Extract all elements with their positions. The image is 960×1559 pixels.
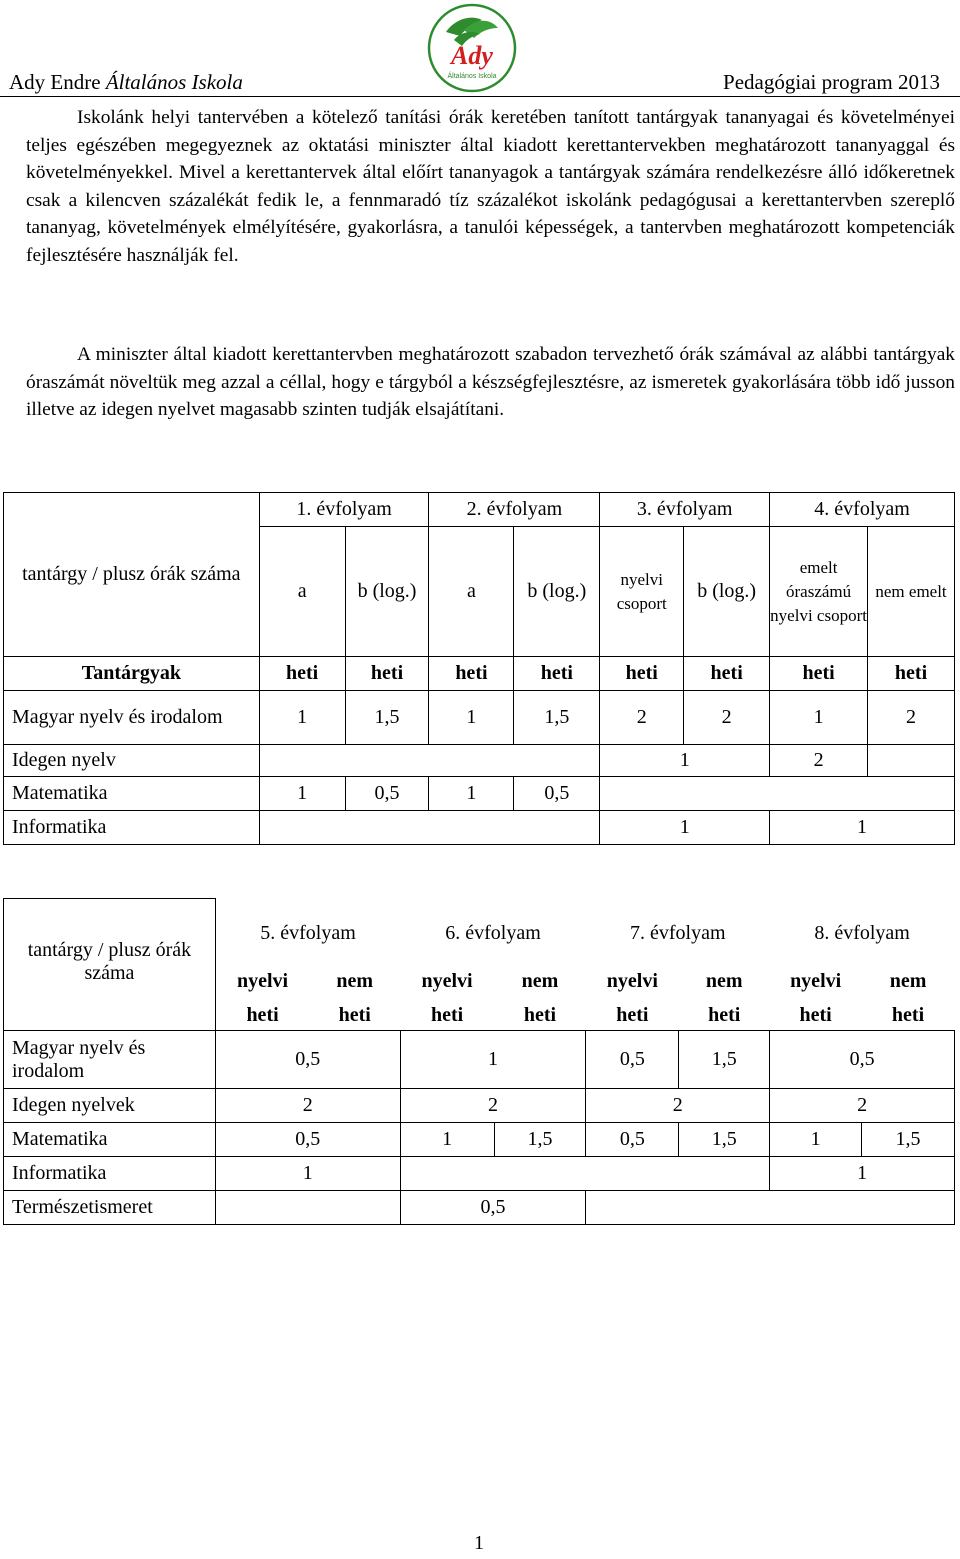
value-cell: 1,5 <box>679 1031 770 1089</box>
value-cell <box>259 745 600 777</box>
table-row <box>4 1157 955 1191</box>
heti-cell: heti <box>770 657 868 691</box>
value-cell: 1 <box>770 1123 862 1157</box>
value-cell <box>868 745 955 777</box>
program-title: Pedagógiai program 2013 <box>723 70 940 94</box>
value-cell: 2 <box>215 1089 400 1123</box>
heti-cell: heti <box>429 657 514 691</box>
heti-cell: heti <box>616 1003 649 1026</box>
paragraph-2: A miniszter által kiadott kerettantervben meghatározott szabadon tervezhető órák számával az alábbi tantárgyak óraszámát növeltük meg azzal a céllal, hogy e tárgyból a készségfejlesztésre, az ismeretek gyakorlására több idő jusson illetve az idegen nyelvet magasabb szinten tudják elsajátítani. <box>26 344 955 420</box>
type-cell: nyelvi <box>236 970 289 992</box>
value-cell: 1 <box>259 691 345 745</box>
grade-header: 7. évfolyam <box>630 922 726 944</box>
value-cell: 1,5 <box>862 1123 955 1157</box>
table1-corner: tantárgy / plusz órák száma <box>4 493 260 657</box>
paragraph-1: Iskolánk helyi tantervében a kötelező tanítási órák keretében tanított tantárgyak tananyagai és követelményei teljes egészében megegyeznek az oktatási miniszter által kiadott kerettantervekben meghatározott tananyaggal és követelményekkel. Mivel a kerettantervek által előírt tananyagok a tantárgyak számára rendelkezésre álló időkeretnek csak a kilencven százalékát fedik le, a fennmaradó tíz százalékot iskolánk pedagógusai a kerettantervben szereplő tananyag, követelmények elmélyítésére, gyakorlásra, a tanulói képességek, a tantervben meghatározott kompetenciák fejlesztésére használják fel. <box>26 107 955 266</box>
value-cell: 0,5 <box>400 1191 586 1225</box>
value-cell: 1 <box>429 777 514 811</box>
heti-cell: heti <box>338 1003 371 1026</box>
value-cell <box>259 811 600 845</box>
table-row <box>4 811 955 845</box>
value-cell: 1,5 <box>345 691 429 745</box>
type-cell: nem <box>336 970 374 992</box>
grade-header: 6. évfolyam <box>445 922 541 944</box>
value-cell: 1,5 <box>494 1123 586 1157</box>
table-row <box>4 1089 955 1123</box>
value-cell: 2 <box>868 691 955 745</box>
grade-header: 2. évfolyam <box>429 493 600 527</box>
value-cell: 1 <box>770 691 868 745</box>
table-row <box>4 745 955 777</box>
grade-header: 8. évfolyam <box>814 922 910 944</box>
page-header <box>0 0 960 96</box>
value-cell: 1 <box>259 777 345 811</box>
value-cell: 2 <box>600 691 684 745</box>
heti-cell: heti <box>868 657 955 691</box>
subheader: emelt óraszámú nyelvi csoport <box>770 527 868 657</box>
grade-header: 4. évfolyam <box>770 493 955 527</box>
subject-cell: Idegen nyelvek <box>4 1089 216 1123</box>
heti-cell: heti <box>708 1003 741 1026</box>
value-cell: 1,5 <box>679 1123 770 1157</box>
subject-cell: Magyar nyelv és irodalom <box>4 1031 216 1089</box>
heti-cell: heti <box>514 657 600 691</box>
heti-cell: heti <box>523 1003 557 1026</box>
subject-cell: Informatika <box>4 1157 216 1191</box>
table-row <box>4 777 955 811</box>
value-cell: 0,5 <box>586 1031 679 1089</box>
row-header-tantargyak: Tantárgyak <box>4 657 260 691</box>
table-row <box>4 1123 955 1157</box>
grade-header: 5. évfolyam <box>260 922 356 944</box>
value-cell: 1 <box>600 745 770 777</box>
table-grades-5-8 <box>3 898 955 1225</box>
heti-cell: heti <box>891 1003 925 1026</box>
value-cell: 2 <box>684 691 770 745</box>
table-grades-1-4 <box>3 492 955 845</box>
heti-cell: heti <box>345 657 429 691</box>
value-cell: 1 <box>215 1157 400 1191</box>
subheader: b (log.) <box>684 527 770 657</box>
school-logo <box>424 2 520 94</box>
value-cell <box>600 777 955 811</box>
grade-header: 3. évfolyam <box>600 493 770 527</box>
value-cell: 1 <box>770 811 955 845</box>
value-cell <box>215 1191 400 1225</box>
heti-cell: heti <box>600 657 684 691</box>
subject-cell: Természetismeret <box>4 1191 216 1225</box>
subheader: a <box>429 527 514 657</box>
heti-cell: heti <box>430 1003 464 1026</box>
school-name: Ady Endre Általános Iskola <box>9 70 243 94</box>
value-cell: 2 <box>400 1089 586 1123</box>
value-cell: 1 <box>600 811 770 845</box>
value-cell: 0,5 <box>345 777 429 811</box>
type-cell: nyelvi <box>790 970 842 992</box>
value-cell: 0,5 <box>770 1031 955 1089</box>
value-cell: 0,5 <box>514 777 600 811</box>
value-cell: 1,5 <box>514 691 600 745</box>
logo-text: Ady <box>451 41 493 70</box>
value-cell: 1 <box>429 691 514 745</box>
type-cell: nem <box>705 970 743 992</box>
logo-subtext: Általános Iskola <box>447 73 497 80</box>
value-cell: 0,5 <box>586 1123 679 1157</box>
table-row <box>4 1191 955 1225</box>
value-cell <box>586 1191 955 1225</box>
subject-cell: Matematika <box>4 1123 216 1157</box>
type-cell: nem <box>521 970 559 992</box>
table-row <box>4 691 955 745</box>
heti-cell: heti <box>246 1003 279 1026</box>
heti-cell: heti <box>799 1003 832 1026</box>
value-cell <box>400 1157 770 1191</box>
subject-cell: Idegen nyelv <box>4 745 260 777</box>
subheader: nyelvi csoport <box>600 527 684 657</box>
value-cell: 0,5 <box>215 1031 400 1089</box>
subheader: a <box>259 527 345 657</box>
value-cell: 1 <box>400 1123 494 1157</box>
value-cell: 2 <box>770 745 868 777</box>
type-cell: nyelvi <box>606 970 658 992</box>
subheader: b (log.) <box>514 527 600 657</box>
table2-corner: tantárgy / plusz órák száma <box>4 899 216 1031</box>
value-cell: 2 <box>770 1089 955 1123</box>
grade-header: 1. évfolyam <box>259 493 429 527</box>
page-number: 1 <box>474 1532 484 1554</box>
subject-cell: Matematika <box>4 777 260 811</box>
heti-cell: heti <box>684 657 770 691</box>
table-row <box>4 1031 955 1089</box>
subheader: nem emelt <box>868 527 955 657</box>
value-cell: 1 <box>770 1157 955 1191</box>
subject-cell: Magyar nyelv és irodalom <box>4 691 260 745</box>
type-cell: nyelvi <box>421 970 473 992</box>
header-rule <box>0 96 960 97</box>
heti-cell: heti <box>259 657 345 691</box>
value-cell: 1 <box>400 1031 586 1089</box>
type-cell: nem <box>889 970 927 992</box>
subheader: b (log.) <box>345 527 429 657</box>
subject-cell: Informatika <box>4 811 260 845</box>
value-cell: 2 <box>586 1089 770 1123</box>
value-cell: 0,5 <box>215 1123 400 1157</box>
